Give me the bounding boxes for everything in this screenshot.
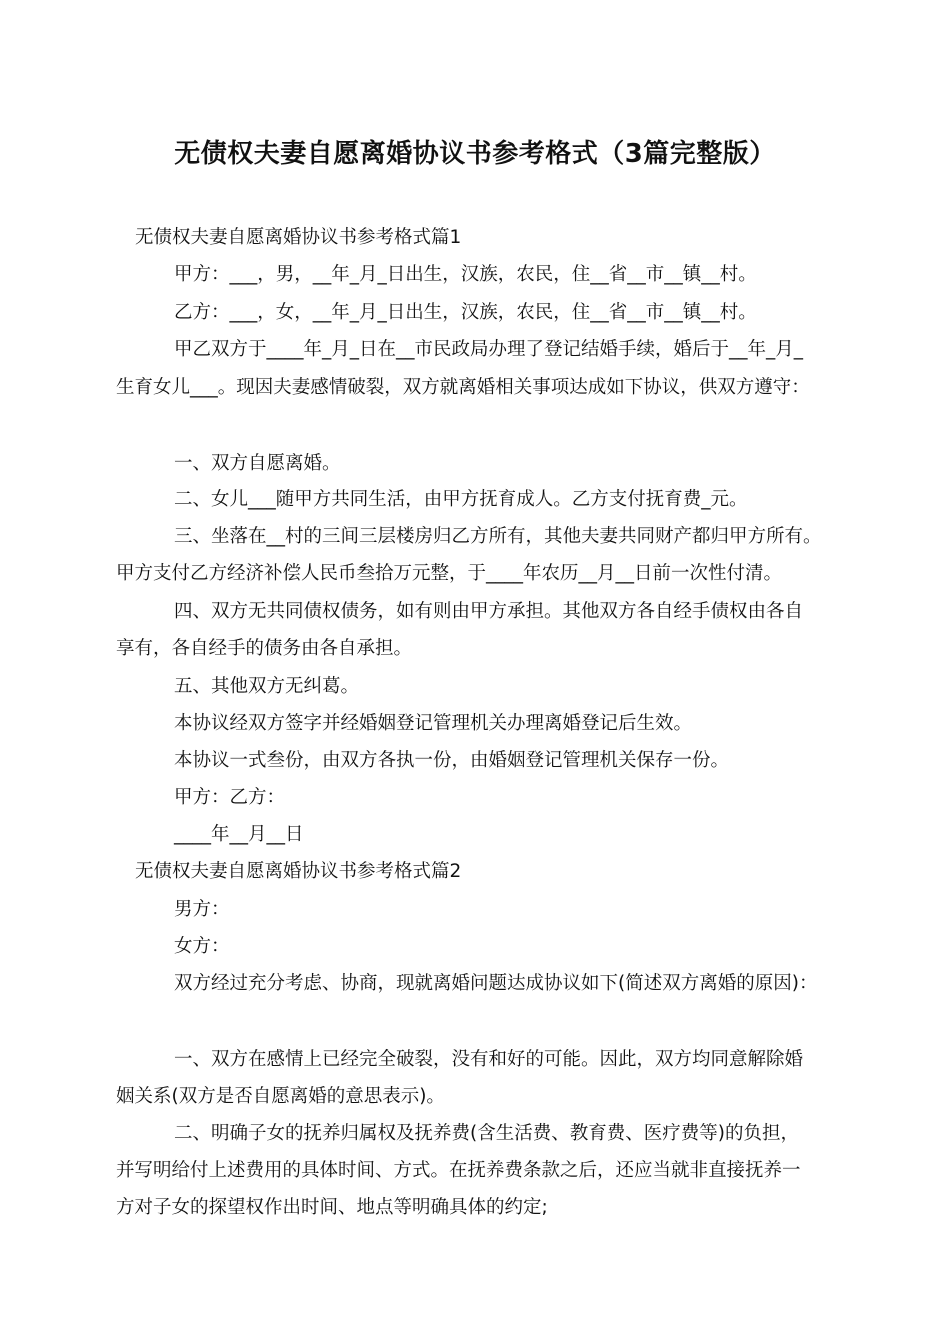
intro-line-1: 甲乙双方于____年_月_日在__市民政局办理了登记结婚手续，婚后于__年_月_: [174, 339, 804, 360]
section2-clause-1-line-2: 姻关系(双方是否自愿离婚的意思表示)。: [116, 1086, 445, 1107]
clause-1: 一、双方自愿离婚。: [174, 453, 341, 474]
effect-clause: 本协议经双方签字并经婚姻登记管理机关办理离婚登记后生效。: [174, 713, 693, 734]
clause-3-line-2: 甲方支付乙方经济补偿人民币叁拾万元整，于____年农历__月__日前一次性付清。: [116, 563, 783, 584]
section1-heading: 无债权夫妻自愿离婚协议书参考格式篇1: [135, 227, 462, 248]
section2-clause-1-line-1: 一、双方在感情上已经完全破裂，没有和好的可能。因此，双方均同意解除婚: [174, 1049, 804, 1070]
clause-5: 五、其他双方无纠葛。: [174, 676, 360, 697]
section2-clause-2-line-1: 二、明确子女的抚养归属权及抚养费(含生活费、教育费、医疗费等)的负担，: [174, 1123, 799, 1144]
party-a-line: 甲方：___，男，__年_月_日出生，汉族，农民，住__省__市__镇__村。: [174, 264, 757, 285]
intro-line-2: 生育女儿___。现因夫妻感情破裂，双方就离婚相关事项达成如下协议，供双方遵守：: [116, 377, 810, 398]
date-line: ____年__月__日: [174, 824, 304, 845]
clause-3-line-1: 三、坐落在__村的三间三层楼房归乙方所有，其他夫妻共同财产都归甲方所有。: [174, 526, 822, 547]
clause-4-line-1: 四、双方无共同债权债务，如有则由甲方承担。其他双方各自经手债权由各自: [174, 601, 804, 622]
section2-heading: 无债权夫妻自愿离婚协议书参考格式篇2: [135, 861, 462, 882]
section2-intro: 双方经过充分考虑、协商，现就离婚问题达成协议如下(简述双方离婚的原因)：: [174, 973, 818, 994]
section2-clause-2-line-3: 方对子女的探望权作出时间、地点等明确具体的约定;: [116, 1197, 548, 1218]
clause-4-line-2: 享有，各自经手的债务由各自承担。: [116, 638, 413, 659]
section2-clause-2-line-2: 并写明给付上述费用的具体时间、方式。在抚养费条款之后，还应当就非直接抚养一: [116, 1160, 801, 1181]
party-b-line: 乙方：___，女，__年_月_日出生，汉族，农民，住__省__市__镇__村。: [174, 302, 757, 323]
woman-line: 女方：: [174, 936, 230, 957]
signature-line: 甲方：乙方：: [174, 787, 286, 808]
man-line: 男方：: [174, 899, 230, 920]
copies-clause: 本协议一式叁份，由双方各执一份，由婚姻登记管理机关保存一份。: [174, 750, 730, 771]
document-title: 无债权夫妻自愿离婚协议书参考格式（3篇完整版）: [174, 139, 776, 169]
clause-2: 二、女儿___随甲方共同生活，由甲方抚育成人。乙方支付抚育费_元。: [174, 489, 748, 510]
